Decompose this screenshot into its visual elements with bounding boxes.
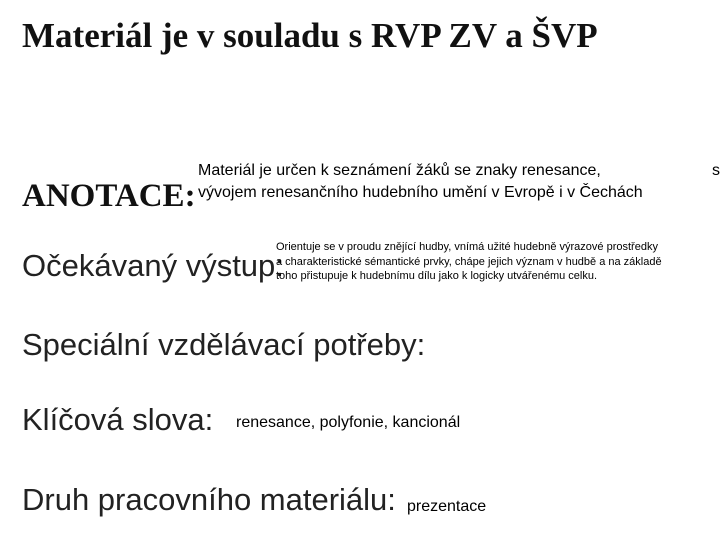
expected-output-label: Očekávaný výstup:: [22, 248, 284, 283]
material-type-label: Druh pracovního materiálu:: [22, 482, 396, 517]
expected-output-line-2: a charakteristické sémantické prvky, chápe jejich význam v hudbě a na základě: [276, 255, 662, 268]
material-type-value: prezentace: [407, 498, 487, 515]
annotation-text: [198, 160, 643, 204]
keywords-value: renesance, polyfonie, kancionál: [236, 414, 461, 431]
keywords-label: Klíčová slova:: [22, 402, 214, 437]
expected-output-line-1: Orientuje se v proudu znějící hudby, vnímá užité hudebně výrazové prostředky: [276, 241, 658, 253]
special-needs-label: Speciální vzdělávací potřeby:: [22, 327, 426, 362]
annotation-line-1: Materiál je určen k seznámení žáků se znaky renesance,: [198, 162, 601, 179]
expected-output-text: [276, 240, 716, 284]
expected-output-line-3: toho přistupuje k hudebnímu dílu jako k logicky utvářenému celku.: [276, 270, 598, 282]
annotation-line-2: vývojem renesančního hudebního umění v Evropě i v Čechách: [198, 184, 643, 201]
annotation-line-1-overflow: s: [712, 162, 720, 179]
annotation-label: ANOTACE:: [22, 178, 196, 214]
page-title: Materiál je v souladu s RVP ZV a ŠVP: [22, 16, 598, 55]
